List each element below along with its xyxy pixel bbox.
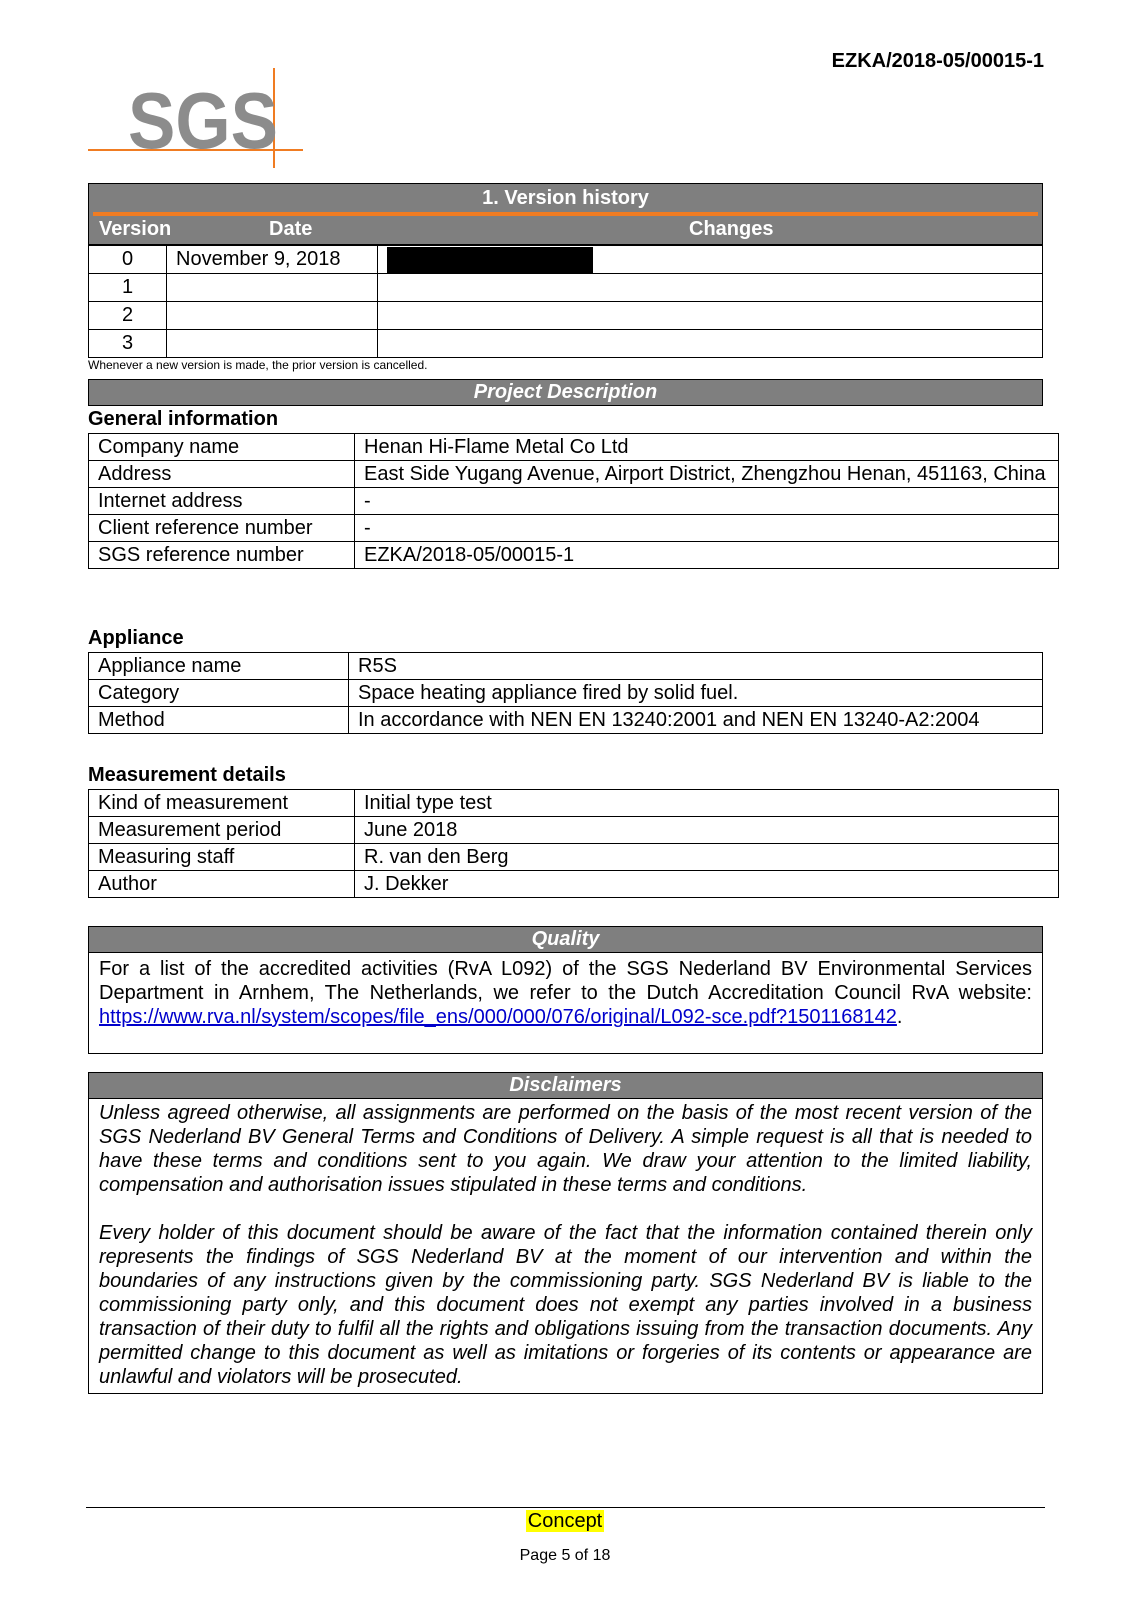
- general-information-table: [88, 433, 1059, 569]
- general-key: SGS reference number: [89, 542, 355, 569]
- footer-divider: [86, 1507, 1045, 1508]
- sgs-logo: [88, 68, 310, 172]
- orange-divider: [93, 212, 1038, 216]
- project-description-header: Project Description: [88, 379, 1043, 406]
- table-row: [89, 515, 1059, 542]
- measurement-value: Initial type test: [355, 790, 1059, 817]
- svg-text:SGS: SGS: [128, 76, 278, 165]
- table-row: [89, 330, 1043, 358]
- measurement-key: Kind of measurement: [89, 790, 355, 817]
- date-cell: [167, 302, 378, 330]
- measurement-key: Author: [89, 871, 355, 898]
- table-row: [89, 434, 1059, 461]
- general-value: EZKA/2018-05/00015-1: [355, 542, 1059, 569]
- appliance-heading: Appliance: [88, 627, 184, 649]
- redaction-bar: [387, 247, 593, 273]
- appliance-value: Space heating appliance fired by solid fuel.: [349, 680, 1043, 707]
- measurement-value: J. Dekker: [355, 871, 1059, 898]
- table-row: [89, 817, 1059, 844]
- date-cell: November 9, 2018: [167, 246, 378, 274]
- changes-cell: [378, 302, 1043, 330]
- table-row: [89, 274, 1043, 302]
- changes-cell: [378, 330, 1043, 358]
- general-key: Client reference number: [89, 515, 355, 542]
- measurement-key: Measurement period: [89, 817, 355, 844]
- version-history-table: [88, 183, 1043, 358]
- date-cell: [167, 330, 378, 358]
- col-date-header: Date: [269, 218, 313, 240]
- general-value: Henan Hi-Flame Metal Co Ltd: [355, 434, 1059, 461]
- appliance-value: In accordance with NEN EN 13240:2001 and NEN EN 13240-A2:2004: [349, 707, 1043, 734]
- measurement-key: Measuring staff: [89, 844, 355, 871]
- page-number: Page 5 of 18: [519, 1547, 611, 1564]
- version-history-title: 1. Version history: [482, 187, 649, 209]
- date-cell: [167, 274, 378, 302]
- appliance-table: [88, 652, 1043, 734]
- general-key: Company name: [89, 434, 355, 461]
- rva-website-link[interactable]: https://www.rva.nl/system/scopes/file_ens/000/000/076/original/L092-sce.pdf?1501168142: [99, 1006, 897, 1028]
- disclaimer-paragraph-1: Unless agreed otherwise, all assignments are performed on the basis of the most recent version of the SGS Nederland BV General Terms and Conditions of Delivery. A simple request is all that is needed to have these terms and conditions sent to you again. We draw your attention to the limited liability, compensation and authorisation issues stipulated in these terms and conditions.: [99, 1102, 1032, 1196]
- general-key: Internet address: [89, 488, 355, 515]
- table-row: [89, 302, 1043, 330]
- document-reference: EZKA/2018-05/00015-1: [831, 50, 1044, 72]
- table-row: [89, 461, 1059, 488]
- general-information-heading: General information: [88, 408, 279, 430]
- concept-status: [0, 1510, 1130, 1533]
- measurement-details-heading: Measurement details: [88, 764, 286, 786]
- general-value: East Side Yugang Avenue, Airport District, Zhengzhou Henan, 451163, China: [355, 461, 1059, 488]
- appliance-key: Method: [89, 707, 349, 734]
- col-version-header: Version: [99, 218, 172, 240]
- version-note: Whenever a new version is made, the prior version is cancelled.: [88, 358, 428, 372]
- table-row: [89, 844, 1059, 871]
- quality-header: Quality: [88, 926, 1043, 953]
- table-row: [89, 653, 1043, 680]
- measurement-value: R. van den Berg: [355, 844, 1059, 871]
- version-history-header: [88, 183, 1043, 245]
- measurement-details-table: [88, 789, 1059, 898]
- disclaimers-body: [88, 1099, 1043, 1394]
- general-key: Address: [89, 461, 355, 488]
- disclaimer-paragraph-2: Every holder of this document should be aware of the fact that the information contained therein only represents the findings of SGS Nederland BV at the moment of our intervention and within the boundaries of any instructions given by the commissioning party. SGS Nederland BV is liable to the commissioning party only, and this document does not exempt any parties involved in a business transaction of their duty to fulfil all the rights and obligations issuing from the transaction documents. Any permitted change to this document as well as imitations or forgeries of its contents or appearance are unlawful and violators will be prosecuted.: [99, 1222, 1032, 1388]
- measurement-value: June 2018: [355, 817, 1059, 844]
- version-cell: 3: [89, 330, 167, 358]
- quality-period: .: [896, 1006, 903, 1028]
- disclaimers-header: Disclaimers: [88, 1072, 1043, 1099]
- appliance-key: Category: [89, 680, 349, 707]
- concept-label: Concept: [527, 1510, 603, 1532]
- table-row: [89, 707, 1043, 734]
- table-row: [89, 790, 1059, 817]
- table-row: [89, 542, 1059, 569]
- general-value: -: [355, 488, 1059, 515]
- version-cell: 2: [89, 302, 167, 330]
- table-row: [89, 488, 1059, 515]
- disclaimers-section: [88, 1072, 1043, 1394]
- quality-section: [88, 926, 1043, 1054]
- appliance-key: Appliance name: [89, 653, 349, 680]
- table-row: [89, 680, 1043, 707]
- version-cell: 0: [89, 246, 167, 274]
- table-row: [89, 871, 1059, 898]
- changes-cell: [378, 246, 1043, 274]
- quality-body: [88, 953, 1043, 1054]
- appliance-value: R5S: [349, 653, 1043, 680]
- col-changes-header: Changes: [689, 218, 774, 240]
- general-value: -: [355, 515, 1059, 542]
- quality-text: For a list of the accredited activities (RvA L092) of the SGS Nederland BV Environmental Services Department in Arnhem, The Netherlands, we refer to the Dutch Accreditation Council RvA website:: [99, 958, 1032, 1004]
- table-row: [89, 246, 1043, 274]
- changes-cell: [378, 274, 1043, 302]
- version-cell: 1: [89, 274, 167, 302]
